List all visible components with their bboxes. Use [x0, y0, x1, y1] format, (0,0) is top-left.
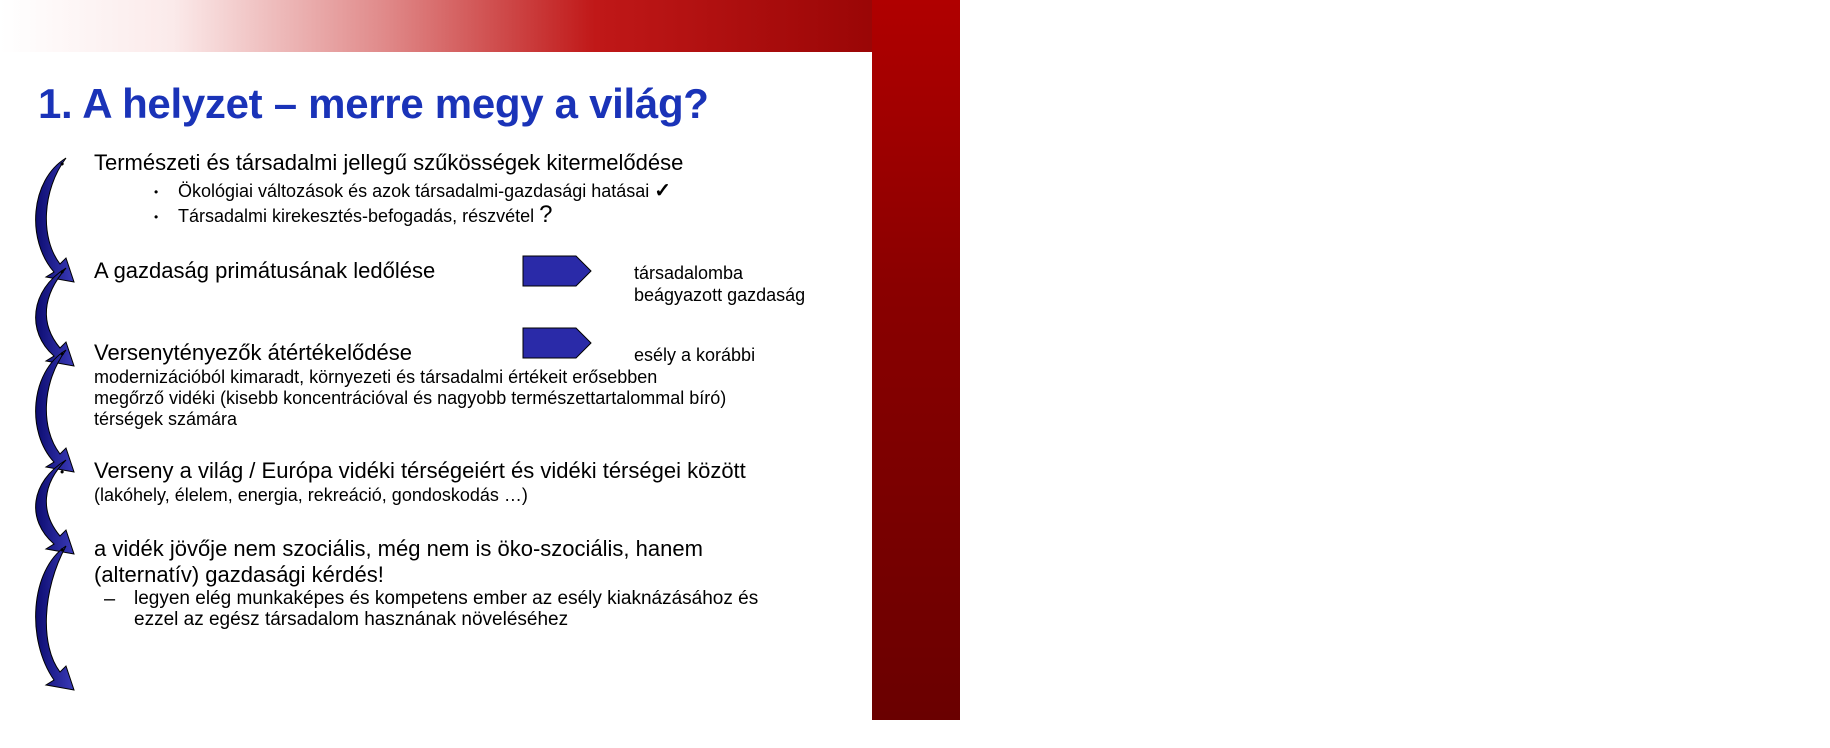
sub-bullet-dot: • — [154, 210, 159, 224]
competition-detail: (lakóhely, élelem, energia, rekreáció, gondoskodás …) — [94, 485, 528, 505]
bullet-competitiveness: Versenytényezők átértékelődése — [94, 340, 412, 365]
bullet-economy-primacy: A gazdaság primátusának ledőlése — [94, 258, 436, 283]
header-gradient-bar — [0, 0, 960, 52]
competitiveness-line3: térségek számára — [94, 409, 238, 429]
right-arrow-icon — [522, 327, 592, 359]
bullet-dot: • — [60, 157, 65, 171]
dash-marker: – — [104, 588, 116, 610]
competitiveness-line2: megőrző vidéki (kisebb koncentrációval és nagyobb természettartalommal bíró) — [94, 388, 727, 408]
competitiveness-line1: modernizációból kimaradt, környezeti és társadalmi értékeit erősebben — [94, 367, 658, 387]
right-arrow-icon — [522, 255, 592, 287]
bullet-dot: • — [60, 543, 65, 557]
target-chance: esély a korábbi — [634, 345, 756, 365]
sub-bullet-ecological-text: Ökológiai változások és azok társadalmi-gazdasági hatásai — [178, 181, 650, 201]
slide-title: 1. A helyzet – merre megy a világ? — [38, 80, 709, 127]
question-mark: ? — [539, 201, 553, 228]
bullet-rural-future-line1: a vidék jövője nem szociális, még nem is öko-szociális, hanem — [94, 536, 703, 561]
sub-bullet-social — [178, 201, 553, 228]
sub-bullet-dot: • — [154, 185, 159, 199]
department-sidebar — [872, 0, 1826, 748]
bullet-dot: • — [60, 265, 65, 279]
bullet-scarcity: Természeti és társadalmi jellegű szűkösségek kitermelődése — [94, 150, 684, 175]
bullet-dot: • — [60, 347, 65, 361]
bullet-dot: • — [60, 465, 65, 479]
dash-item-line1: legyen elég munkaképes és kompetens ember az esély kiaknázásához és — [134, 588, 759, 609]
bullet-competition-regions: Verseny a világ / Európa vidéki térségeiért és vidéki térségei között — [94, 458, 746, 483]
target-embedded-economy-line2: beágyazott gazdaság — [634, 285, 806, 305]
sub-bullet-social-text: Társadalmi kirekesztés-befogadás, részvétel — [178, 206, 535, 226]
curved-arrows-icon — [20, 150, 100, 730]
bullet-rural-future-line2: (alternatív) gazdasági kérdés! — [94, 562, 384, 587]
checkmark-icon: ✓ — [654, 180, 672, 202]
sub-bullet-ecological — [178, 180, 671, 202]
target-embedded-economy-line1: társadalomba — [634, 263, 744, 283]
dash-item-line2: ezzel az egész társadalom hasznának növeléséhez — [134, 609, 569, 630]
department-name-vertical: REGIONÁLIS GAZDASÁGTAN TANSZÉK — [1789, 32, 1826, 748]
